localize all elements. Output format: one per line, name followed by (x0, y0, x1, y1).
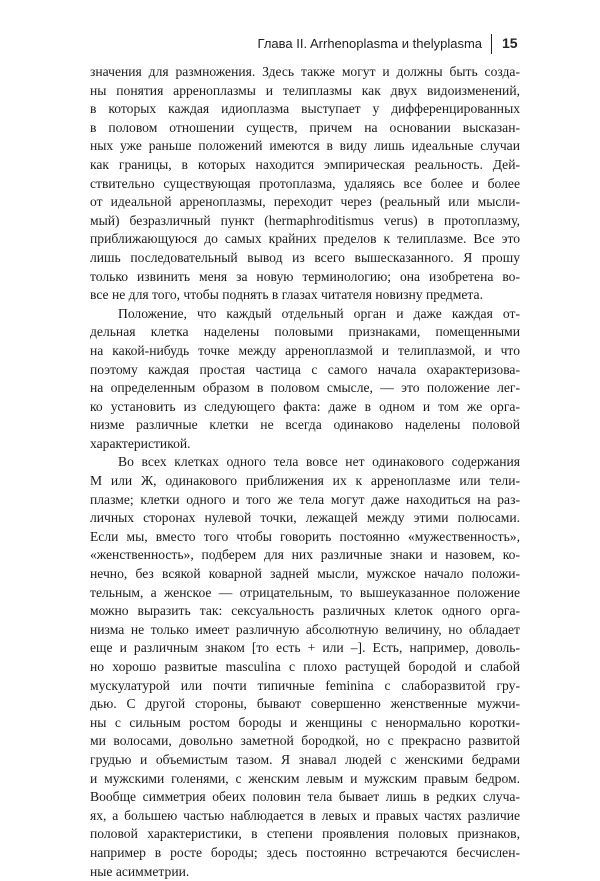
text-line: на какой-нибудь точке между арреноплазмой и телиплазмой, и что (90, 342, 520, 358)
text-line: приближающуюся до самых крайних пределов к телиплазме. Все это (90, 231, 520, 247)
body-text (90, 63, 520, 881)
text-line: от идеальной арреноплазмы, переходит через (реальный или мысли- (90, 194, 520, 210)
text-line: еще и различным знаком [то есть + или –]. Есть, например, доволь- (90, 640, 520, 656)
text-line: ных уже раньше положений имеются в виду лишь идеальные случаи (90, 138, 520, 154)
text-line: дью. С другой стороны, бывают совершенно женственные мужчи- (90, 696, 520, 712)
text-line: ях, а большею частью наблюдается в левых и правых частях различие (90, 807, 520, 823)
text-line: ные асимметрии. (90, 863, 190, 879)
text-line: низме различные клетки не всегда одинаково наделены половой (90, 417, 520, 433)
header-separator (491, 34, 492, 54)
chapter-title: Глава II. Arrhenoplasma и thelyplasma (257, 36, 482, 51)
text-line: низма не только имеет различную абсолютную величину, но обладает (90, 621, 520, 637)
text-line: все не для того, чтобы поднять в глазах читателя новизну предмета. (90, 287, 483, 303)
paragraph (90, 453, 520, 881)
text-line: Положение, что каждый отдельный орган и даже каждая от- (118, 305, 520, 321)
text-line: ны понятия арреноплазмы и телиплазмы как двух видоизменений, (90, 82, 520, 98)
text-line: поэтому каждая простая частица с самого начала охарактеризова- (90, 361, 520, 377)
running-header (0, 34, 600, 56)
page-number: 15 (502, 35, 518, 51)
text-line: в половом отношении существ, причем на основании высказан- (90, 119, 520, 135)
paragraph (90, 63, 520, 305)
text-line: мый) безразличный пункт (hermaphroditismus verus) в протоплазму, (90, 212, 520, 228)
text-line: дельная клетка наделены половыми признаками, помещенными (90, 324, 520, 340)
text-line: ны с сильным ростом бороды и женщины с ненормально коротки- (90, 714, 520, 730)
text-line: лишь последовательный вывод из всего вышесказанного. Я прошу (90, 249, 520, 265)
text-line: и мужскими голенями, с женским левым и мужским правым бедром. (90, 770, 520, 786)
text-line: только извинить меня за новую терминологию; она изобретена во- (90, 268, 520, 284)
text-line: мускулатурой или почти типичные feminina с слаборазвитой гру- (90, 677, 520, 693)
text-line: М или Ж, одинакового приближения их к арреноплазме или тели- (90, 473, 520, 489)
text-line: личных сторонах нулевой точки, лежащей между этими полюсами. (90, 510, 520, 526)
text-line: тельным, а женское — отрицательным, то вышеуказанное положение (90, 584, 520, 600)
text-line: на определенным образом в половом смысле, — это положение лег- (90, 380, 520, 396)
paragraph (90, 305, 520, 454)
text-line: грудью и объемистым тазом. Я знавал людей с женскими бедрами (90, 751, 520, 767)
text-line: Вообще симметрия обеих половин тела бывает лишь в редких случа- (90, 789, 520, 805)
text-line: ми волосами, довольно заметной бородкой, но с прекрасно развитой (90, 733, 520, 749)
text-line: нечно, без всякой коварной задней мысли, мужское начало положи- (90, 566, 520, 582)
text-line: Если мы, вместо того чтобы говорить постоянно «мужественность», (90, 528, 520, 544)
text-line: половой характеристики, в степени проявления половых признаков, (90, 826, 520, 842)
text-line: ко установить из следующего факта: даже в одном и том же орга- (90, 398, 520, 414)
text-line: ствительно существующая протоплазма, удаляясь все более и более (90, 175, 520, 191)
text-line: как границы, в которых находится эмпирическая реальность. Дей- (90, 156, 520, 172)
text-line: например в росте бороды; здесь постоянно встречаются бесчислен- (90, 844, 520, 860)
text-line: Во всех клетках одного тела вовсе нет одинакового содержания (118, 454, 520, 470)
text-line: характеристикой. (90, 435, 191, 451)
text-line: но хорошо развитые masculina с плохо растущей бородой и слабой (90, 659, 520, 674)
text-line: «женственность», подберем для них различные знаки и назовем, ко- (90, 547, 520, 563)
text-line: значения для размножения. Здесь также могут и должны быть созда- (90, 64, 520, 79)
text-line: плазме; клетки одного и того же тела могут даже находиться на раз- (90, 491, 520, 507)
text-line: в которых каждая идиоплазма выступает у дифференцированных (90, 101, 520, 117)
text-line: можно выразить так: сексуальность различных клеток одного орга- (90, 603, 520, 619)
